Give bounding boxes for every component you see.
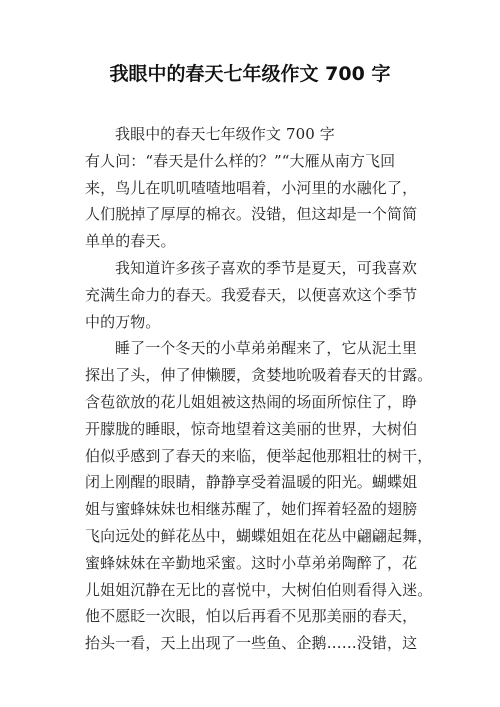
text-line: 中的万物。	[85, 312, 161, 331]
text-line: 睡了一个冬天的小草弟弟醒来了，它从泥土里	[115, 339, 418, 358]
text-line: 充满生命力的春天。我爱春天，以便喜欢这个季节	[85, 285, 418, 304]
text-line: 开朦胧的睡眼，惊奇地望着这美丽的世界，大树伯	[85, 419, 418, 438]
text-line: 含苞欲放的花儿姐姐被这热闹的场面所惊住了，睁	[85, 392, 418, 411]
text-line: 抬头一看，天上出现了一些鱼、企鹅……没错，这	[85, 634, 418, 653]
document-title: 我眼中的春天七年级作文 700 字	[109, 63, 391, 85]
text-line: 伯似乎感到了春天的来临，便举起他那粗壮的树干，	[85, 446, 433, 465]
document-body	[85, 121, 433, 657]
text-line: 我知道许多孩子喜欢的季节是夏天，可我喜欢	[115, 258, 418, 277]
text-line: 姐与蜜蜂妹妹也相继苏醒了，她们挥着轻盈的翅膀	[85, 500, 418, 519]
text-line: 我眼中的春天七年级作文 700 字	[115, 125, 335, 143]
text-line: 他不愿眨一次眼，怕以后再看不见那美丽的春天，	[85, 607, 418, 626]
text-line: 飞向远处的鲜花丛中，蝴蝶姐姐在花丛中翩翩起舞，	[85, 526, 433, 545]
text-line: 儿姐姐沉静在无比的喜悦中，大树伯伯则看得入迷。	[85, 580, 433, 599]
text-line: 闭上刚醒的眼睛，静静享受着温暖的阳光。蝴蝶姐	[85, 473, 418, 492]
text-line: 蜜蜂妹妹在辛勤地采蜜。这时小草弟弟陶醉了，花	[85, 553, 418, 572]
text-line: 来，鸟儿在叽叽喳喳地唱着，小河里的水融化了，	[85, 178, 418, 197]
text-line: 单单的春天。	[85, 232, 176, 251]
text-line: 有人问：“春天是什么样的？”“大雁从南方飞回	[85, 151, 396, 170]
text-line: 探出了头，伸了伸懒腰，贪婪地吮吸着春天的甘露。	[85, 366, 433, 385]
text-line: 人们脱掉了厚厚的棉衣。没错，但这却是一个简简	[85, 205, 418, 224]
